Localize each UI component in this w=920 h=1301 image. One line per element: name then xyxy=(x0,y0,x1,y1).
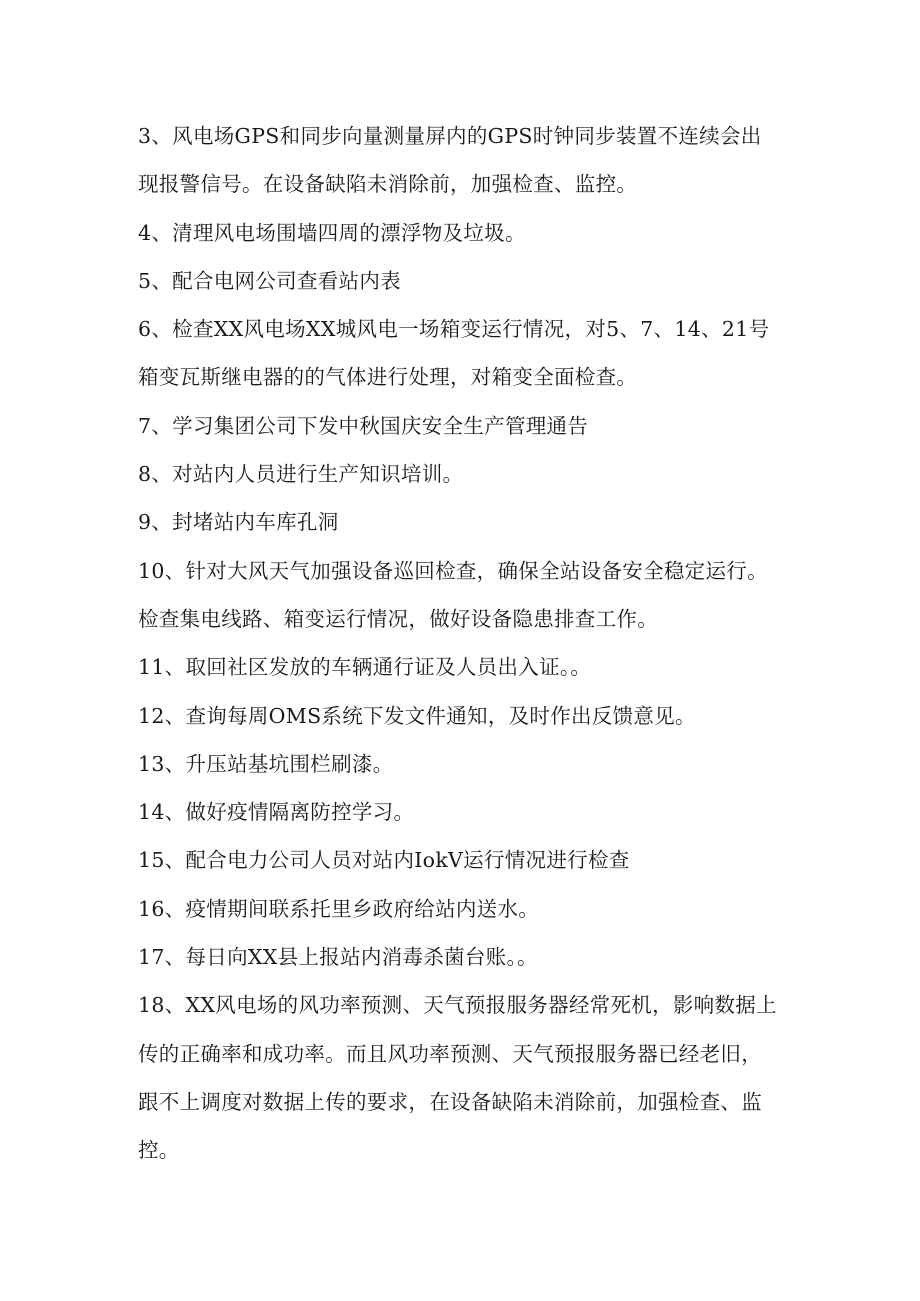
text-line-item-8: 8、对站内人员进行生产知识培训。 xyxy=(138,462,464,487)
text-line-item-5: 5、配合电网公司查看站内表 xyxy=(138,268,401,293)
text-line-item-18-b: 传的正确率和成功率。而且风功率预测、天气预报服务器已经老旧， xyxy=(138,1041,762,1066)
text-line-item-10-a: 10、针对大风天气加强设备巡回检查，确保全站设备安全稳定运行。 xyxy=(138,558,768,583)
text-line-item-17: 17、每日向XX县上报站内消毒杀菌台账。。 xyxy=(138,945,538,970)
text-line-item-18-a: 18、XX风电场的风功率预测、天气预报服务器经常死机，影响数据上 xyxy=(138,993,777,1018)
text-line-item-14: 14、做好疫情隔离防控学习。 xyxy=(138,800,415,825)
text-line-item-3-b: 现报警信号。在设备缺陷未消除前，加强检查、监控。 xyxy=(138,172,638,197)
text-line-item-7: 7、学习集团公司下发中秋国庆安全生产管理通告 xyxy=(138,413,589,438)
text-line-item-18-c: 跟不上调度对数据上传的要求，在设备缺陷未消除前，加强检查、监 xyxy=(138,1089,762,1114)
text-line-item-13: 13、升压站基坑围栏刷漆。 xyxy=(138,751,394,776)
document-body xyxy=(138,112,808,1175)
text-line-item-3-a: 3、风电场GPS和同步向量测量屏内的GPS时钟同步装置不连续会出 xyxy=(138,124,762,148)
text-line-item-9: 9、封堵站内车库孔洞 xyxy=(138,510,339,535)
text-line-item-15: 15、配合电力公司人员对站内IokV运行情况进行检查 xyxy=(138,848,630,873)
text-line-item-6-b: 箱变瓦斯继电器的的气体进行处理，对箱变全面检查。 xyxy=(138,365,638,390)
text-line-item-16: 16、疫情期间联系托里乡政府给站内送水。 xyxy=(138,896,540,921)
text-line-item-10-b: 检查集电线路、箱变运行情况，做好设备隐患排查工作。 xyxy=(138,606,658,631)
text-line-item-11: 11、取回社区发放的车辆通行证及人员出入证。。 xyxy=(138,655,592,680)
text-line-item-4: 4、清理风电场围墙四周的漂浮物及垃圾。 xyxy=(138,220,526,245)
text-line-item-6-a: 6、检查XX风电场XX城风电一场箱变运行情况，对5、7、14、21号 xyxy=(138,317,770,342)
text-line-item-18-d: 控。 xyxy=(138,1138,180,1163)
text-line-item-12: 12、查询每周OMS系统下发文件通知，及时作出反馈意见。 xyxy=(138,703,696,728)
